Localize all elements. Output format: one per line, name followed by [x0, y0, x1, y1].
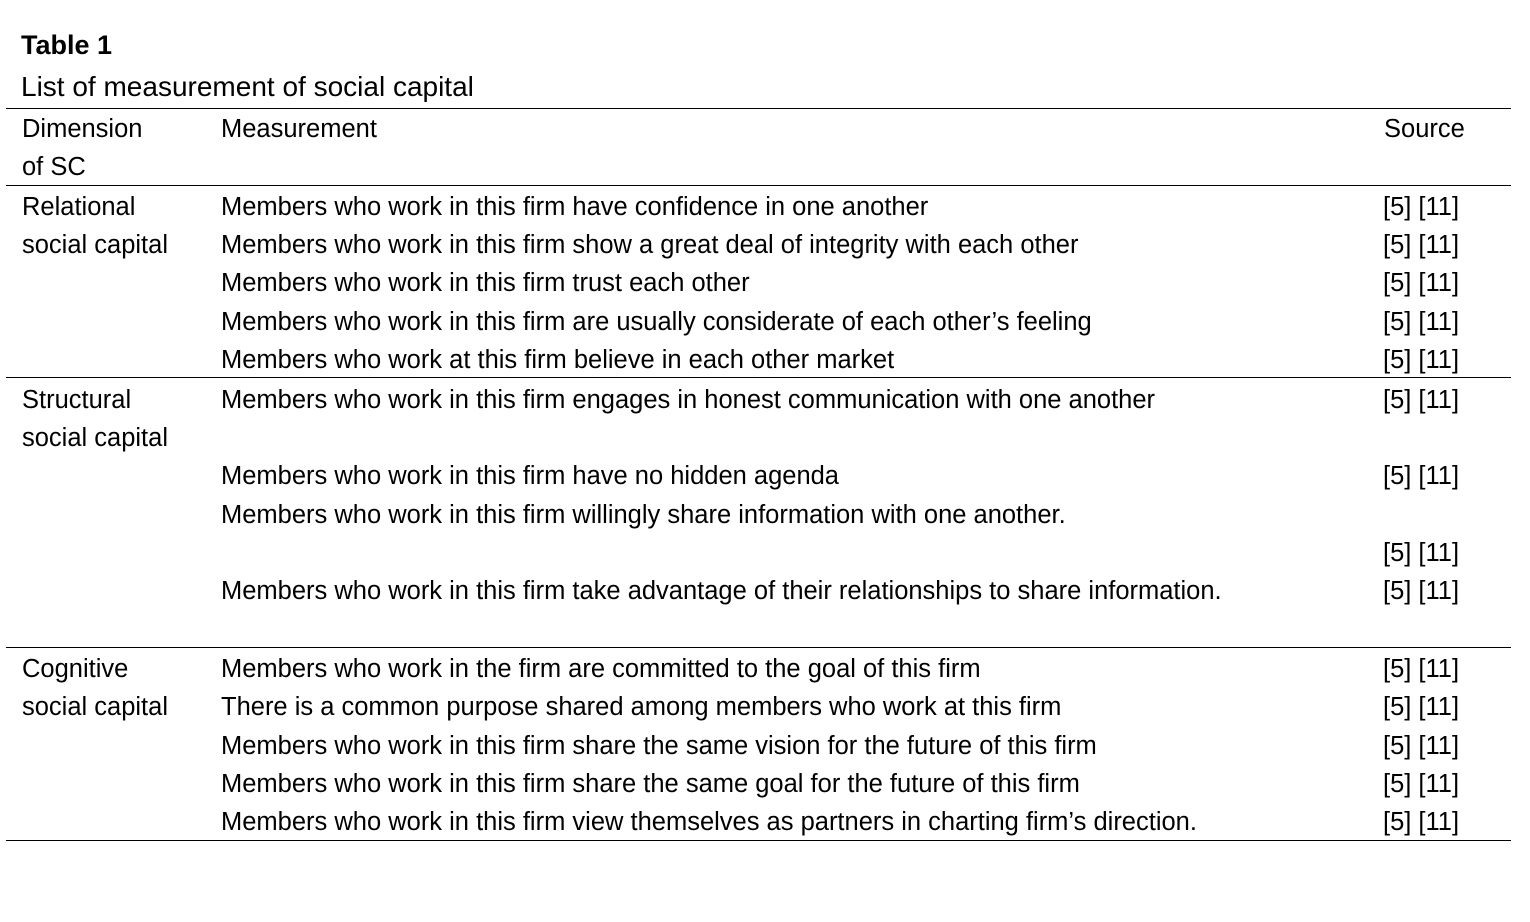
measurement-item: Members who work in this firm trust each other	[221, 269, 750, 297]
source-ref: [5] [11]	[1383, 269, 1460, 297]
source-ref: [5] [11]	[1383, 808, 1460, 836]
header-source: Source	[1384, 115, 1465, 143]
measurement-item: Members who work in this firm share the same goal for the future of this firm	[221, 770, 1080, 798]
measurement-item: Members who work in this firm share the same vision for the future of this firm	[221, 732, 1097, 760]
group-divider-rule	[6, 377, 1511, 378]
table-label: Table 1	[21, 30, 113, 60]
measurement-item: Members who work in this firm have confidence in one another	[221, 193, 929, 221]
measurement-item: Members who work in this firm are usually considerate of each other’s feeling	[221, 308, 1092, 336]
measurement-item: Members who work at this firm believe in each other market	[221, 346, 895, 374]
dimension-label-line2: social capital	[22, 424, 168, 452]
dimension-label-line1: Cognitive	[22, 655, 129, 683]
header-measurement: Measurement	[221, 115, 377, 143]
source-ref: [5] [11]	[1383, 308, 1460, 336]
measurement-item: Members who work in this firm willingly share information with one another.	[221, 501, 1066, 529]
table-bottom-rule	[6, 840, 1511, 841]
source-ref: [5] [11]	[1383, 655, 1460, 683]
source-ref: [5] [11]	[1383, 193, 1460, 221]
table-top-rule	[6, 108, 1511, 109]
measurement-item: Members who work in this firm take advantage of their relationships to share information.	[221, 577, 1222, 605]
dimension-label-line2: social capital	[22, 231, 168, 259]
source-ref: [5] [11]	[1383, 539, 1460, 567]
measurement-item: Members who work in this firm have no hidden agenda	[221, 462, 839, 490]
measurement-item: Members who work in this firm show a great deal of integrity with each other	[221, 231, 1079, 259]
source-ref: [5] [11]	[1383, 346, 1460, 374]
source-ref: [5] [11]	[1383, 462, 1460, 490]
header-dimension-line1: Dimension	[22, 115, 143, 143]
header-bottom-rule	[6, 185, 1511, 186]
measurement-item: Members who work in this firm view themselves as partners in charting firm’s direction.	[221, 808, 1197, 836]
source-ref: [5] [11]	[1383, 386, 1460, 414]
dimension-label-line2: social capital	[22, 693, 168, 721]
dimension-label-line1: Structural	[22, 386, 132, 414]
header-dimension-line2: of SC	[22, 153, 86, 181]
measurement-item: Members who work in this firm engages in honest communication with one another	[221, 386, 1156, 414]
dimension-label-line1: Relational	[22, 193, 136, 221]
measurement-item: There is a common purpose shared among members who work at this firm	[221, 693, 1062, 721]
source-ref: [5] [11]	[1383, 770, 1460, 798]
source-ref: [5] [11]	[1383, 693, 1460, 721]
source-ref: [5] [11]	[1383, 577, 1460, 605]
source-ref: [5] [11]	[1383, 732, 1460, 760]
table-caption: List of measurement of social capital	[21, 71, 474, 102]
source-ref: [5] [11]	[1383, 231, 1460, 259]
measurement-item: Members who work in the firm are committed to the goal of this firm	[221, 655, 981, 683]
group-divider-rule	[6, 647, 1511, 648]
